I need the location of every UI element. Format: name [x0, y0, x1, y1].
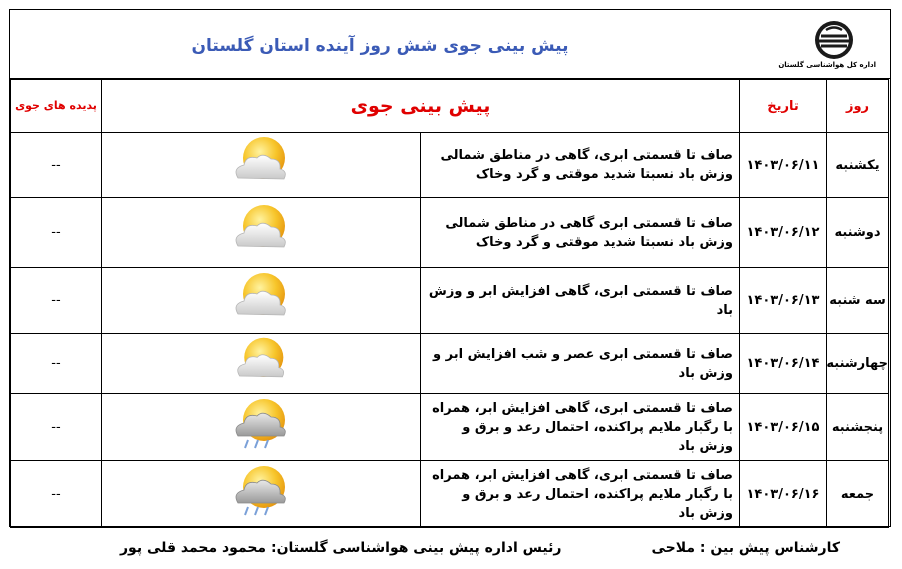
weather-icon-cell	[102, 198, 421, 268]
table-row	[11, 133, 889, 198]
date-cell: ۱۴۰۳/۰۶/۱۳	[740, 268, 827, 334]
day-cell: جمعه	[827, 461, 889, 528]
date-cell: ۱۴۰۳/۰۶/۱۵	[740, 394, 827, 461]
date-cell: ۱۴۰۳/۰۶/۱۴	[740, 334, 827, 394]
phenomena-cell: --	[11, 461, 102, 528]
page-title: پیش بینی جوی شش روز آینده استان گلستان	[191, 36, 569, 56]
date-cell: ۱۴۰۳/۰۶/۱۶	[740, 461, 827, 528]
day-cell: دوشنبه	[827, 198, 889, 268]
sun-cloud-shower-icon	[230, 396, 292, 454]
partly-cloudy-icon	[230, 270, 292, 328]
column-header-phenomena: پدیده های جوی	[11, 80, 102, 133]
table-row	[11, 268, 889, 334]
date-cell: ۱۴۰۳/۰۶/۱۱	[740, 133, 827, 198]
forecast-table	[10, 79, 889, 528]
forecaster-signature: کارشناس پیش بین : ملاحی	[651, 540, 840, 556]
department-head-signature: رئیس اداره پیش بینی هواشناسی گلستان: محمود محمد قلی پور	[120, 540, 562, 556]
partly-cloudy-icon	[230, 202, 292, 260]
table-row	[11, 334, 889, 394]
column-header-forecast: پیش بینی جوی	[102, 80, 740, 133]
logo-caption: اداره کل هواشناسی گلستان	[778, 61, 876, 69]
header	[10, 10, 890, 79]
phenomena-cell: --	[11, 268, 102, 334]
day-cell: سه شنبه	[827, 268, 889, 334]
table-row	[11, 198, 889, 268]
weather-icon-cell	[102, 268, 421, 334]
forecast-cell: صاف تا قسمتی ابری گاهی در مناطق شمالی وزش باد نسبتا شدید موقتی و گرد وخاک	[421, 198, 740, 268]
column-header-day: روز	[827, 80, 889, 133]
partly-cloudy-icon	[230, 335, 292, 389]
date-cell: ۱۴۰۳/۰۶/۱۲	[740, 198, 827, 268]
forecast-cell: صاف تا قسمتی ابری، گاهی افزایش ابر، همراه با رگبار ملایم پراکنده، احتمال رعد و برق و وزش باد	[421, 461, 740, 528]
weather-icon-cell	[102, 461, 421, 528]
sun-cloud-shower-icon	[230, 463, 292, 521]
phenomena-cell: --	[11, 334, 102, 394]
partly-cloudy-icon	[230, 134, 292, 192]
column-header-date: تاریخ	[740, 80, 827, 133]
phenomena-cell: --	[11, 394, 102, 461]
forecast-cell: صاف تا قسمتی ابری، گاهی در مناطق شمالی وزش باد نسبتا شدید موقتی و گرد وخاک	[421, 133, 740, 198]
day-cell: یکشنبه	[827, 133, 889, 198]
forecast-cell: صاف تا قسمتی ابری، گاهی افزایش ابر، همراه با رگبار ملایم پراکنده، احتمال رعد و برق و وزش باد	[421, 394, 740, 461]
forecast-sheet	[9, 9, 891, 527]
weather-icon-cell	[102, 133, 421, 198]
table-row	[11, 394, 889, 461]
weather-icon-cell	[102, 334, 421, 394]
table-header-row	[11, 80, 889, 133]
table-row	[11, 461, 889, 528]
forecast-cell: صاف تا قسمتی ابری، گاهی افزایش ابر و وزش باد	[421, 268, 740, 334]
day-cell: پنجشنبه	[827, 394, 889, 461]
phenomena-cell: --	[11, 133, 102, 198]
day-cell: چهارشنبه	[827, 334, 889, 394]
weather-icon-cell	[102, 394, 421, 461]
forecast-cell: صاف تا قسمتی ابری عصر و شب افزایش ابر و وزش باد	[421, 334, 740, 394]
phenomena-cell: --	[11, 198, 102, 268]
